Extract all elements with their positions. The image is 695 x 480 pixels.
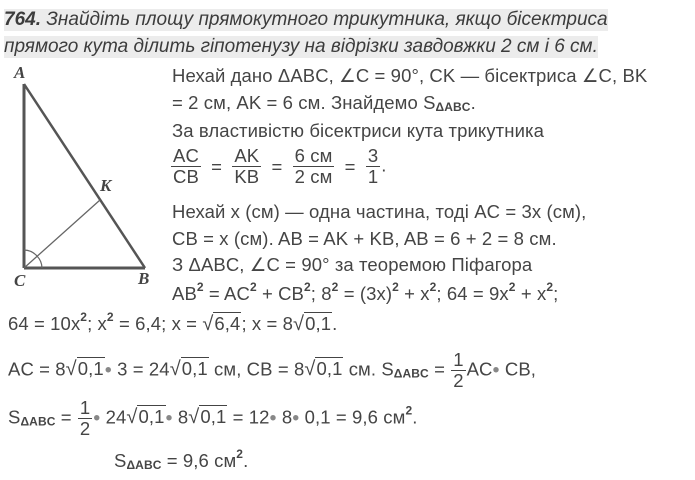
fraction-half: $\frac{1}{2}$: [453, 349, 464, 391]
area-subscript: ΔABC: [435, 100, 471, 114]
pythagoras-text: З ΔABC, ∠C = 90° за теоремою Піфагора: [172, 254, 533, 275]
equals-sign: =: [211, 155, 223, 177]
eq-part: см, CB = 8: [208, 358, 305, 380]
sqrt-0-1: √0,1: [169, 358, 208, 381]
property-text: За властивістю бісектриси кута трикутника: [172, 120, 544, 141]
solve-x-equation: [8, 310, 338, 336]
solution-line-6: [172, 228, 557, 250]
fraction-ak-kb: $\frac{AK}{KB}$: [234, 145, 260, 187]
eq-part: = 6,4; x =: [113, 313, 203, 334]
exponent: 2: [546, 280, 554, 294]
equals-sign: =: [344, 155, 356, 177]
exponent: 2: [196, 280, 204, 294]
label-k: K: [100, 176, 112, 195]
sqrt-0-1: √0,1: [293, 313, 332, 335]
eq-part: 8: [276, 406, 293, 428]
find-text: = 2 см, AK = 6 см. Знайдемо S: [172, 92, 436, 113]
period: .: [381, 154, 387, 176]
task-number: 764.: [4, 9, 41, 30]
task-text-1: Знайдіть площу прямокутного трикутника, якщо бісектриса: [46, 9, 608, 30]
eq-part: =: [55, 406, 77, 428]
solution-line-1: [172, 65, 647, 87]
eq-part: = 12: [227, 406, 270, 428]
answer-line: [114, 447, 249, 472]
exponent: 2: [249, 280, 257, 294]
eq-part: = AC: [203, 283, 250, 304]
eq-part: S: [8, 406, 21, 428]
eq-part: 3 = 24: [111, 358, 170, 380]
eq-part: .: [412, 406, 418, 428]
eq-part: = 9,6 см: [161, 450, 237, 471]
label-a: A: [14, 63, 26, 82]
eq-part: ; 8: [310, 283, 332, 304]
eq-part: AB: [172, 283, 197, 304]
eq-part: 24: [100, 406, 127, 428]
exponent: 2: [508, 280, 516, 294]
period: .: [470, 92, 476, 113]
eq-part: AC: [466, 358, 493, 380]
solution-line-2: [172, 92, 476, 114]
fraction-6-2: $\frac{6 см}{2 см}$: [294, 145, 333, 187]
eq-part: 8: [172, 406, 189, 428]
eq-part: см. S: [343, 358, 394, 380]
area-subscript: ΔABC: [393, 366, 429, 381]
area-subscript: ΔABC: [126, 458, 162, 472]
label-b: B: [138, 269, 150, 288]
exponent: 2: [106, 310, 114, 324]
pythagoras-equation: [172, 280, 559, 305]
exponent: 2: [429, 280, 437, 294]
eq-part: ; x = 8: [241, 313, 294, 334]
sqrt-0-1: √0,1: [65, 358, 104, 381]
ratio-equation: [170, 146, 386, 187]
solution-line-7: [172, 254, 532, 276]
solution-line-5: [172, 201, 586, 223]
part-text: Нехай x (см) — одна частина, тоді AC = 3x (см),: [172, 201, 587, 222]
angle-arc-1: [24, 250, 37, 256]
fraction-half: $\frac{1}{2}$: [79, 397, 91, 439]
label-c: C: [14, 271, 26, 290]
eq-part: + x: [398, 283, 430, 304]
eq-part: 64 = 10x: [8, 313, 81, 334]
exponent: 2: [80, 310, 88, 324]
eq-part: = (3x): [338, 283, 393, 304]
eq-part: S: [114, 450, 127, 471]
sqrt-6-4: √6,4: [202, 313, 241, 335]
given-text: Нехай дано ΔABC, ∠C = 90°, CK — бісектриса ∠C, BK: [172, 65, 648, 86]
angle-arc-2: [37, 256, 42, 268]
bisector-ck: [24, 200, 100, 268]
task-text-2: прямого кута ділить гіпотенузу на відрізки завдовжки 2 см і 6 см.: [4, 36, 598, 57]
side-ab: [24, 84, 145, 268]
eq-part: CB,: [499, 358, 537, 380]
equals-sign: =: [271, 155, 283, 177]
eq-part: + CB: [256, 283, 305, 304]
sqrt-0-1: √0,1: [126, 406, 165, 429]
sqrt-0-1: √0,1: [188, 406, 227, 429]
eq-part: ;: [553, 283, 559, 304]
eq-part: .: [332, 313, 338, 334]
area-computation: SΔABC = $\frac{1}{2}$ • 24√0,1• 8√0,1 = 12• 8• 0,1 = 9,6 $см^2$.: [8, 397, 418, 439]
sqrt-0-1: √0,1: [304, 358, 343, 381]
area-subscript: ΔABC: [20, 414, 56, 429]
exponent: 2: [304, 280, 311, 294]
exponent: 2: [331, 280, 339, 294]
fraction-3-1: $\frac{3}{1}$: [367, 145, 379, 187]
eq-part: ; 64 = 9x: [436, 283, 509, 304]
eq-part: 0,1 = 9,6 см: [299, 406, 406, 428]
eq-part: + x: [515, 283, 547, 304]
exponent: 2: [236, 447, 244, 461]
sides-and-area-formula: AC = 8√0,1• 3 = 24√0,1 см, CB = 8√0,1 см. SΔABC = $\frac{1}{2}$ AC• CB,: [8, 349, 537, 391]
ab-text: CB = x (см). AB = AK + KB, AB = 6 + 2 = 8 см.: [172, 228, 557, 249]
fraction-ac-cb: $\frac{AC}{CB}$: [173, 145, 199, 187]
solution-line-3: [172, 120, 544, 142]
eq-part: ; x: [87, 313, 107, 334]
task-line-2: [4, 36, 598, 58]
task-line-1: [4, 9, 608, 31]
eq-part: =: [428, 358, 451, 380]
exponent: 2: [405, 403, 413, 418]
eq-part: AC = 8: [8, 358, 66, 380]
triangle-figure: [0, 60, 170, 292]
eq-part: .: [243, 450, 249, 471]
exponent: 2: [392, 280, 399, 294]
